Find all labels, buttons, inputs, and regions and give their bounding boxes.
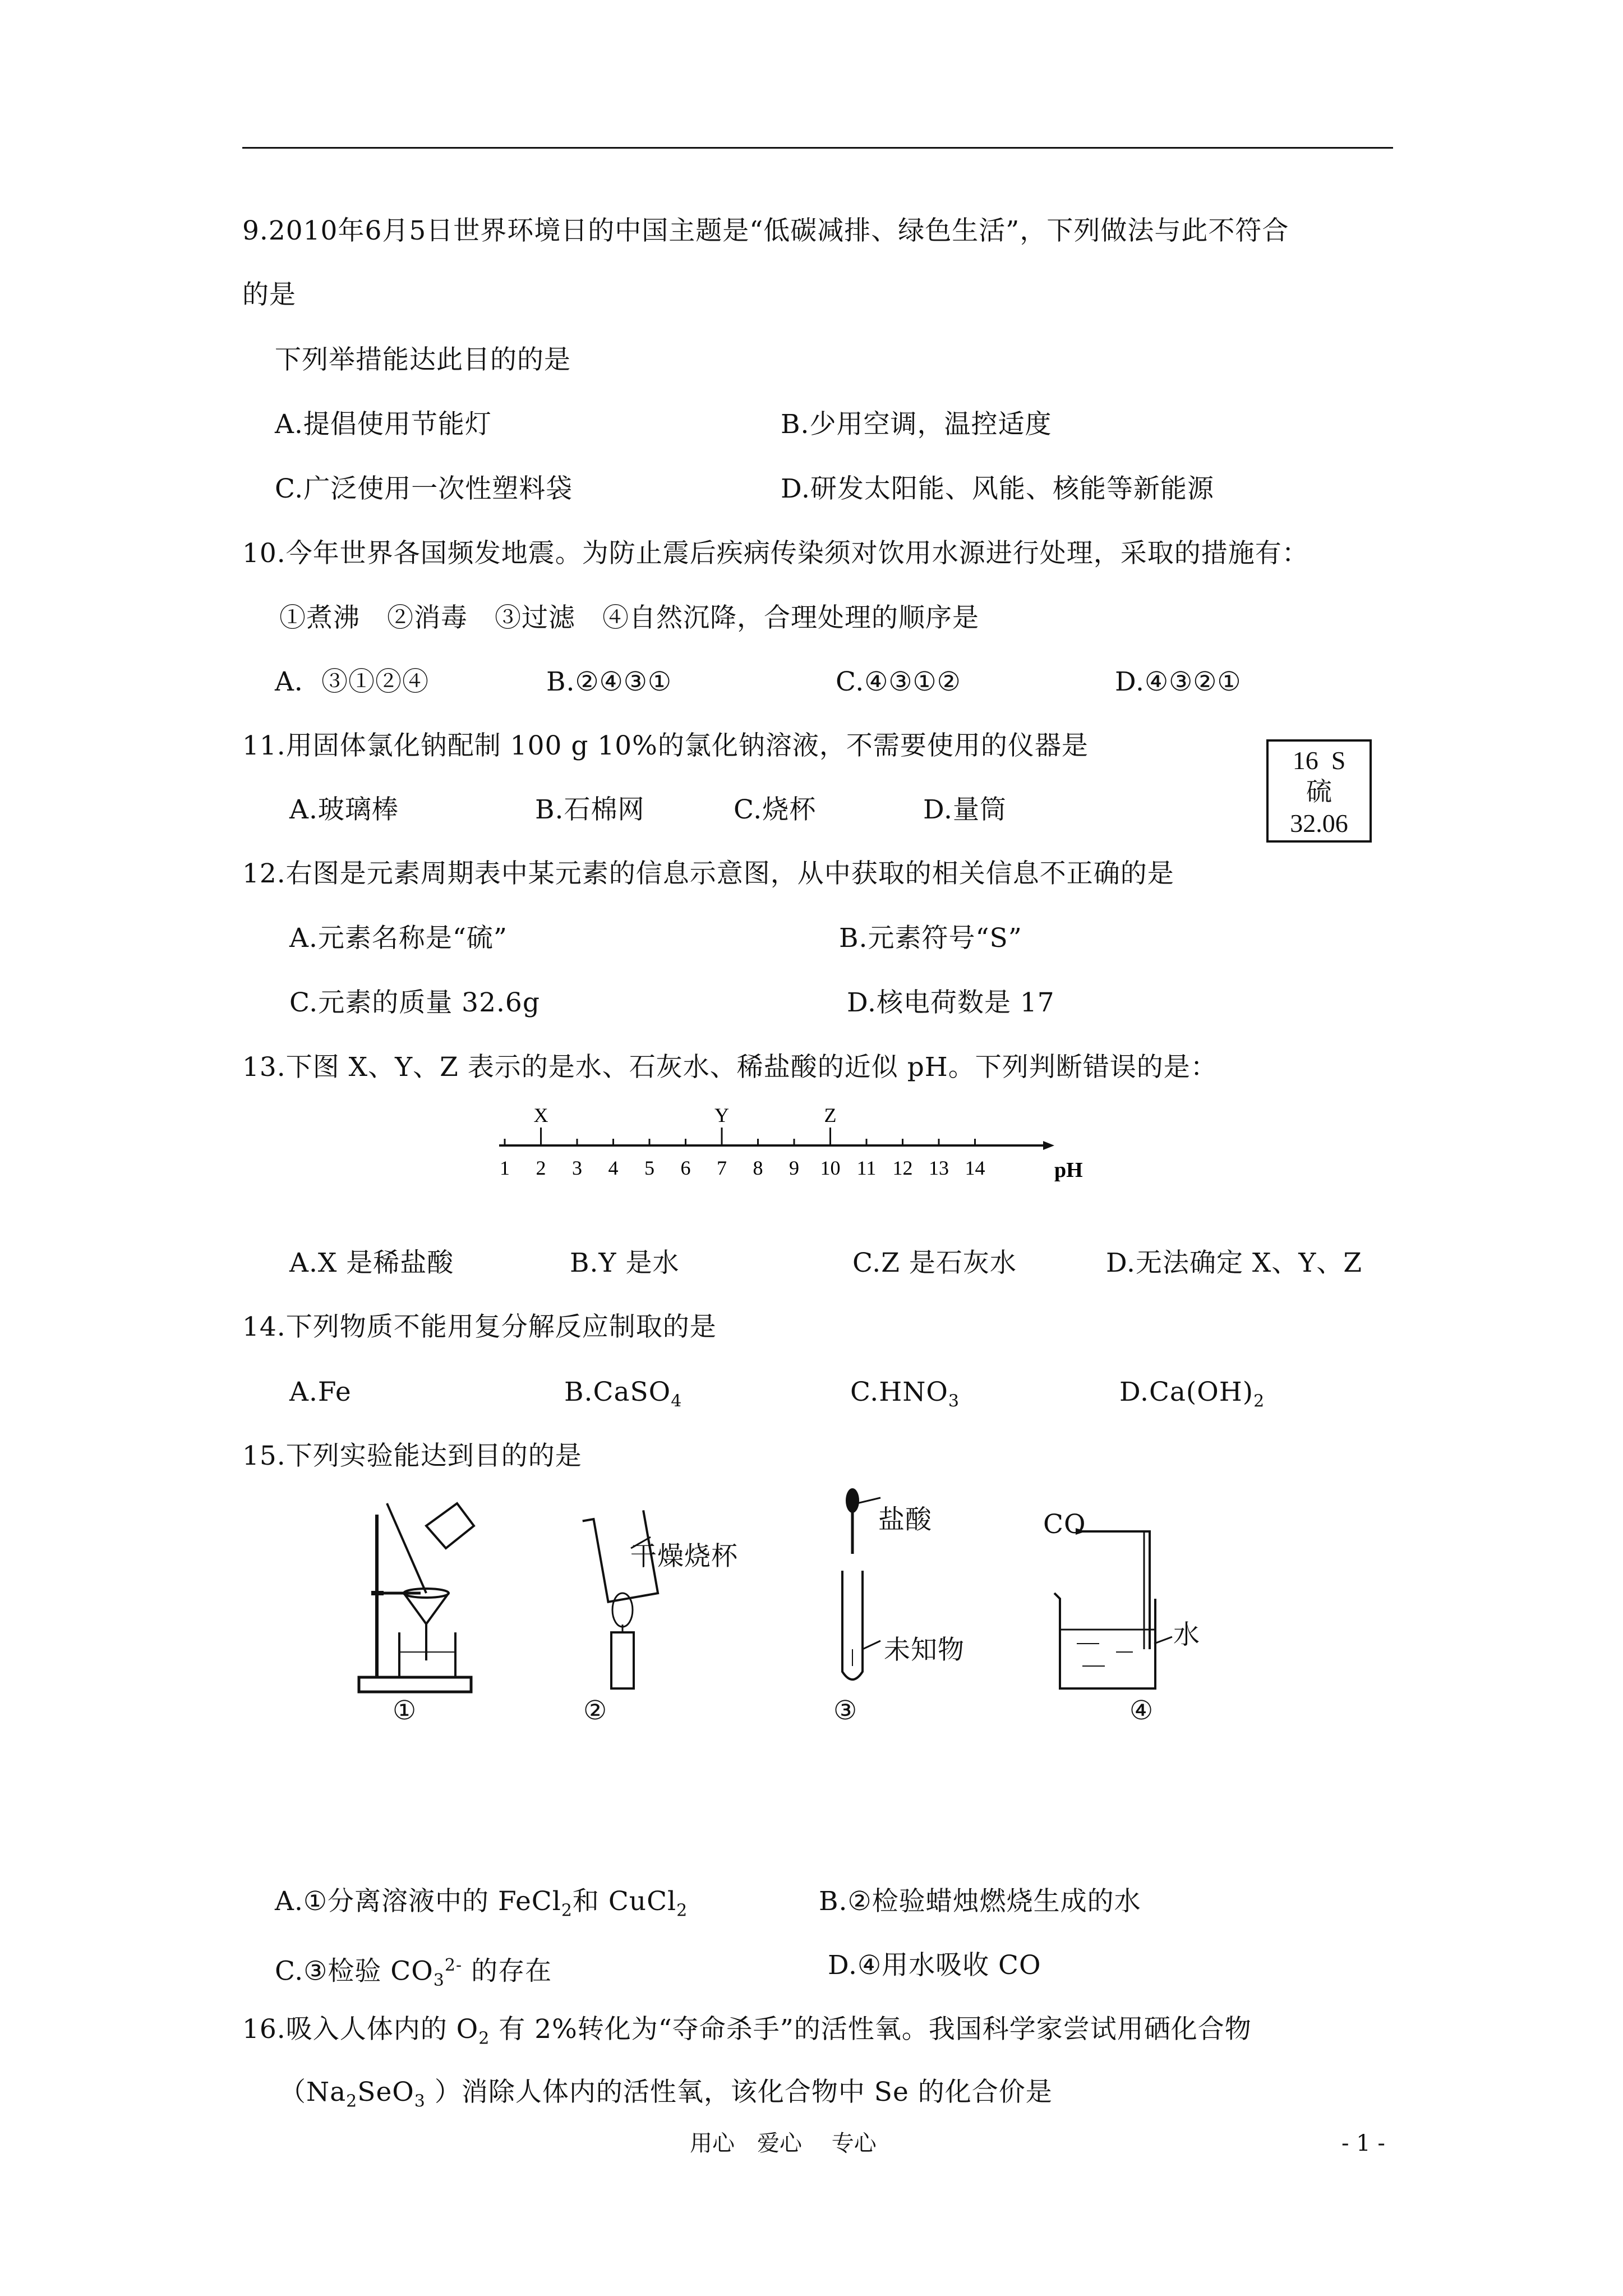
q14-c-sub: 3 <box>948 1391 960 1411</box>
q9-stem-line1: 9.2010年6月5日世界环境日的中国主题是“低碳减排、绿色生活”，下列做法与此不符合 <box>242 215 1289 246</box>
q11-option-d: D.量筒 <box>923 794 1007 825</box>
ph-tick-label: 10 <box>820 1157 841 1179</box>
q12-stem: 12.右图是元素周期表中某元素的信息示意图，从中获取的相关信息不正确的是 <box>242 858 1174 889</box>
ph-scale-figure <box>482 1099 1083 1189</box>
q11-stem: 11.用固体氯化钠配制 100 g 10%的氯化钠溶液，不需要使用的仪器是 <box>242 730 1089 761</box>
q16-stem-line2 <box>279 2076 1053 2118</box>
footer-page-number: - 1 - <box>1341 2131 1385 2156</box>
q15-c-text1: C.③检验 CO <box>275 1955 434 1987</box>
q15-figure-number-1: ① <box>393 1695 417 1726</box>
q15-a-text1: A.①分离溶液中的 FeCl <box>275 1886 561 1917</box>
ph-tick-label: 8 <box>753 1157 763 1179</box>
q10-option-a: A．③①②④ <box>275 666 429 697</box>
q16-stem-line1 <box>242 2013 1252 2055</box>
q15-label-co: CO <box>1043 1509 1086 1540</box>
q11-option-c: C.烧杯 <box>734 794 817 825</box>
q14-option-a: A.Fe <box>289 1377 352 1407</box>
footer-motto: 用心 爱心 专心 <box>690 2131 877 2156</box>
q16-l1-post: 有 2%转化为“夺命杀手”的活性氧。我国科学家尝试用硒化合物 <box>490 2014 1252 2045</box>
q13-option-c: C.Z 是石灰水 <box>852 1248 1017 1278</box>
ph-unit-label: pH <box>1054 1158 1083 1182</box>
q16-l2-sub1: 2 <box>346 2091 358 2111</box>
ph-tick-label: 2 <box>536 1157 546 1179</box>
q14-b-sub: 4 <box>671 1391 683 1411</box>
q9-option-d: D.研发太阳能、风能、核能等新能源 <box>781 473 1214 504</box>
q9-option-c: C.广泛使用一次性塑料袋 <box>275 473 573 504</box>
ph-tick-label: 9 <box>789 1157 799 1179</box>
q14-b-text: B.CaSO <box>564 1377 671 1407</box>
q14-c-text: C.HNO <box>850 1377 948 1407</box>
ph-tick-label: 3 <box>572 1157 582 1179</box>
ph-tick-label: 13 <box>929 1157 949 1179</box>
q13-option-d: D.无法确定 X、Y、Z <box>1106 1248 1363 1278</box>
periodic-element-box <box>1266 739 1372 843</box>
element-number-symbol: 16 S <box>1292 746 1346 775</box>
q16-l2-mid: SeO <box>357 2077 414 2108</box>
q11-option-a: A.玻璃棒 <box>289 794 399 825</box>
ph-tick-label: 6 <box>680 1157 691 1179</box>
q16-l2-pre: （Na <box>279 2077 347 2108</box>
q14-stem: 14.下列物质不能用复分解反应制取的是 <box>242 1312 717 1342</box>
element-name: 硫 <box>1306 777 1332 806</box>
q16-l2-post: ）消除人体内的活性氧，该化合物中 Se 的化合价是 <box>425 2077 1053 2108</box>
q16-l1-pre: 16.吸入人体内的 O <box>242 2014 479 2045</box>
q15-a-sub1: 2 <box>561 1901 573 1921</box>
q15-option-b: B.②检验蜡烛燃烧生成的水 <box>819 1886 1141 1917</box>
q15-figure-number-4: ④ <box>1129 1695 1154 1726</box>
q10-option-c: C.④③①② <box>836 666 961 697</box>
q10-option-d: D.④③②① <box>1115 666 1242 697</box>
q14-option-d <box>1119 1375 1265 1418</box>
candle-dry-beaker-figure <box>566 1492 679 1694</box>
ph-tick-label: 7 <box>717 1157 727 1179</box>
q15-a-text2: 和 CuCl <box>572 1886 677 1917</box>
q16-l2-sub2: 3 <box>414 2091 426 2111</box>
ph-tick-label: 14 <box>965 1157 985 1179</box>
q9-option-a: A.提倡使用节能灯 <box>275 409 492 440</box>
q15-label-unknown: 未知物 <box>884 1635 965 1665</box>
q16-l1-sub: 2 <box>478 2028 490 2049</box>
q15-a-sub2: 2 <box>676 1901 688 1921</box>
q13-stem: 13.下图 X、Y、Z 表示的是水、石灰水、稀盐酸的近似 pH。下列判断错误的是： <box>242 1052 1218 1083</box>
q15-option-c <box>275 1949 552 1998</box>
q13-option-a: A.X 是稀盐酸 <box>289 1248 454 1278</box>
q10-stem-line1: 10.今年世界各国频发地震。为防止震后疾病传染须对饮用水源进行处理，采取的措施有： <box>242 538 1309 569</box>
q15-option-d: D.④用水吸收 CO <box>828 1950 1041 1981</box>
ph-tick-label: 5 <box>644 1157 654 1179</box>
q9-option-b: B.少用空调，温控适度 <box>781 409 1052 440</box>
q15-c-sup: 2- <box>444 1955 463 1975</box>
element-mass: 32.06 <box>1290 809 1348 838</box>
filtration-apparatus-figure <box>348 1492 482 1717</box>
q15-figure-number-2: ② <box>583 1695 608 1726</box>
q9-stem-line3: 下列举措能达此目的的是 <box>275 344 571 375</box>
q15-stem: 15.下列实验能达到目的的是 <box>242 1441 582 1471</box>
ph-tick-label: 4 <box>608 1157 619 1179</box>
q15-label-water: 水 <box>1173 1619 1200 1650</box>
q15-label-dry-beaker: 干燥烧杯 <box>630 1541 738 1572</box>
ph-marker-label: Z <box>824 1104 837 1126</box>
q12-option-b: B.元素符号“S” <box>839 923 1022 954</box>
q14-d-sub: 2 <box>1253 1391 1265 1411</box>
q9-stem-line2: 的是 <box>242 279 296 310</box>
q15-label-hydrochloric-acid: 盐酸 <box>878 1504 932 1535</box>
q12-option-c: C.元素的质量 32.6g <box>289 987 540 1018</box>
ph-tick-label: 12 <box>892 1157 913 1179</box>
q15-option-a <box>275 1885 688 1927</box>
q12-option-a: A.元素名称是“硫” <box>289 923 508 954</box>
ph-tick-label: 1 <box>500 1157 510 1179</box>
q10-option-b: B.②④③① <box>546 666 672 697</box>
q14-d-text: D.Ca(OH) <box>1119 1377 1254 1407</box>
q13-option-b: B.Y 是水 <box>570 1248 680 1278</box>
q11-option-b: B.石棉网 <box>535 794 645 825</box>
ph-marker-label: Y <box>714 1104 729 1126</box>
ph-tick-label: 11 <box>856 1157 877 1179</box>
ph-marker-label: X <box>533 1104 548 1126</box>
q12-option-d: D.核电荷数是 17 <box>847 987 1055 1018</box>
q15-figure-number-3: ③ <box>833 1695 858 1726</box>
q14-option-c <box>850 1375 960 1418</box>
q15-c-sub: 3 <box>433 1971 445 1991</box>
q14-option-b <box>564 1375 682 1418</box>
q10-stem-line2: ①煮沸 ②消毒 ③过滤 ④自然沉降，合理处理的顺序是 <box>279 602 979 633</box>
header-rule <box>242 147 1393 149</box>
q15-c-text2: 的存在 <box>462 1955 552 1987</box>
